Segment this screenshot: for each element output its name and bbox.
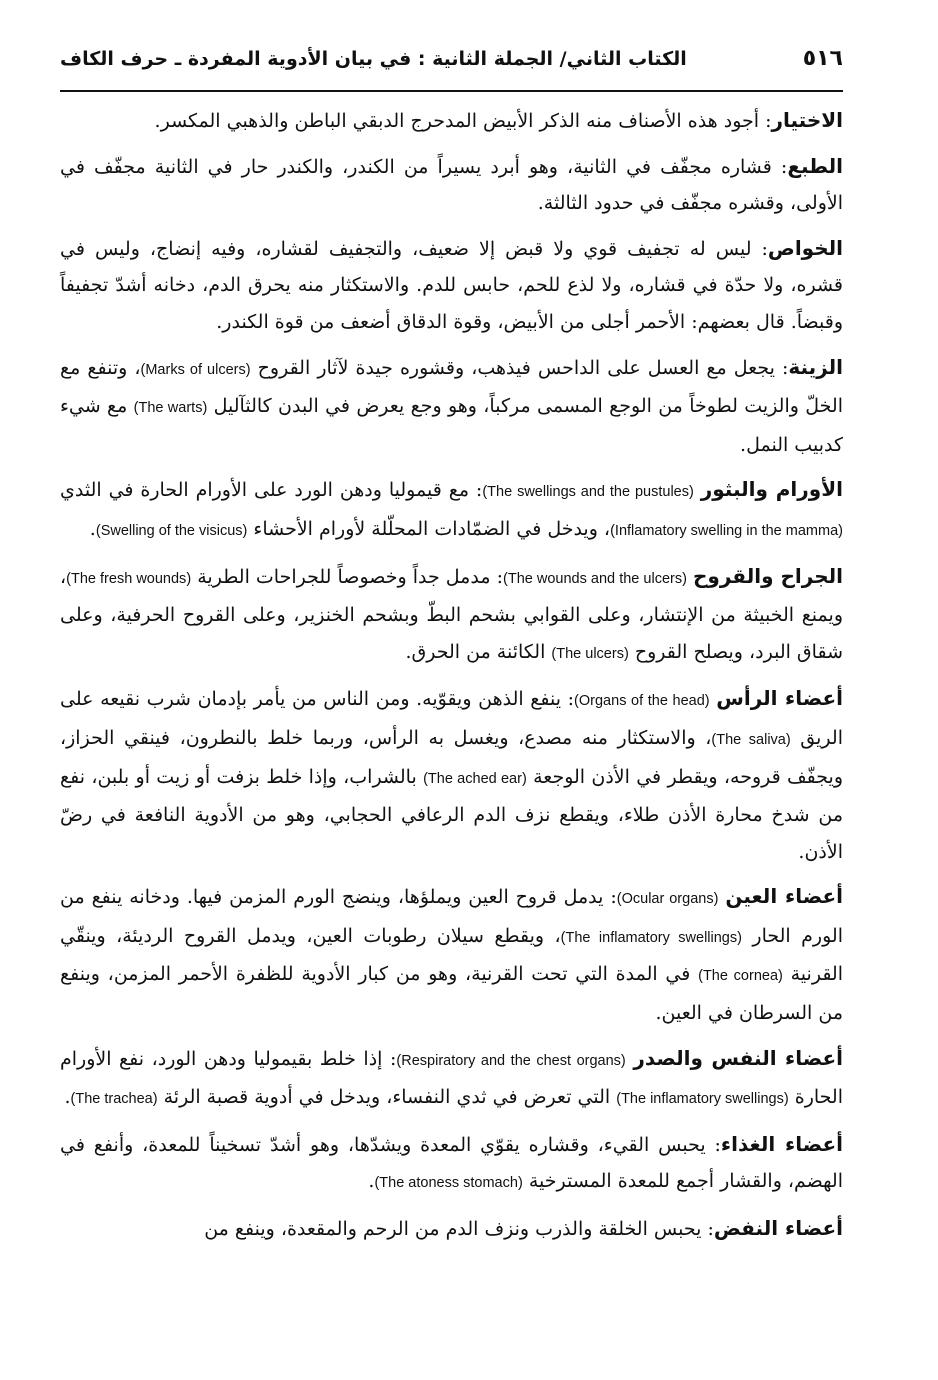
paragraph-text: : يحبس الخلقة والذرب ونزف الدم من الرحم والمقعدة، وينفع من [204,1218,714,1241]
paragraph-text: ، وتنفع مع الخلّ والزيت لطوخاً من الوجع المسمى مركباً، وهو وجع يعرض في البدن كالثآليل [60,356,843,418]
section-term: الزينة [788,354,843,379]
english-gloss: (The ached ear) [423,770,527,787]
english-gloss: (The saliva) [711,731,791,748]
paragraph-text: : مع قيموليا ودهن الورد على الأورام الحارة في الثدي [60,479,483,502]
english-gloss: (Organs of the head) [574,693,710,710]
section-term: الخواص [767,235,843,260]
paragraph [60,1210,843,1248]
english-gloss: (The swellings and the pustules) [482,484,694,501]
english-gloss: (The wounds and the ulcers) [503,570,687,587]
page-body [60,102,843,1256]
section-term: أعضاء العين [725,884,843,909]
paragraph-text: : يدمل قروح العين ويملؤها، وينضج الورم المزمن فيها. ودخانه ينفع من الورم الحار [60,886,843,947]
paragraph-text: الكائنة من الحرق. [405,640,552,663]
section-term: أعضاء الرأس [716,686,843,711]
section-term: أعضاء النفس والصدر [633,1045,843,1070]
english-gloss: (The ulcers) [551,645,629,662]
paragraph-text: بالشراب، وإذا خلط بزفت أو زيت أو بلبن، نفع من شدخ محارة الأذن طلاء، ويقطع نزف الدم الرعافي الحجابي، وهو من الأدوية النافعة في رضّ الأذن. [60,765,843,863]
english-gloss: (The inflamatory swellings) [560,929,742,946]
paragraph [60,102,843,140]
paragraph-text: . [64,1086,71,1109]
paragraph-text: . [368,1170,375,1193]
paragraph [60,349,843,464]
section-term: أعضاء النفض [713,1216,843,1241]
section-term: أعضاء الغذاء [720,1131,843,1156]
english-gloss: (The fresh wounds) [66,570,192,587]
running-title: الكتاب الثاني/ الجملة الثانية : في بيان الأدوية المفردة ـ حرف الكاف [60,48,687,70]
english-gloss: (Ocular organs) [616,891,719,908]
paragraph-text: : يجعل مع العسل على الداحس فيذهب، وقشوره جيدة لآثار القروح [250,356,789,379]
paragraph-text: : ينفع الذهن ويقوّيه. ومن الناس من يأمر بإدمان شرب نقيعه على الريق [60,688,843,749]
paragraph [60,471,843,549]
english-gloss: (Inflamatory swelling in the mamma) [610,522,843,539]
paragraph-text: ، والاستكثار منه مصدع، ويغسل به الرأس، وربما خلط بالنطرون، فينقي الحزاز، ويجفّف قروحه، ويقطر في الأذن الوجعة [60,726,844,788]
paragraph [60,680,843,870]
paragraph-text: . [89,517,96,540]
paragraph [60,148,843,222]
paragraph-text: ، ويقطع سيلان رطوبات العين، ويدمل القروح الرديئة، وينقّي القرنية [60,924,843,986]
paragraph-text: ، ويدخل في الضمّادات المحلّلة لأورام الأحشاء [247,517,611,540]
paragraph [60,558,843,673]
paragraph [60,1126,843,1202]
paragraph-text: التي تعرض في ثدي النفساء، ويدخل في أدوية قصبة الرئة [157,1086,617,1109]
paragraph-text: : مدمل جداً وخصوصاً للجراحات الطرية [191,565,503,588]
paragraph-text: ، ويمنع الخبيثة من الإنتشار، وعلى القوابي بشحم البطّ وبشحم الخنزير، وعلى القروح الحرفية، وعلى شقاق البرد، ويصلح القروح [60,565,843,663]
paragraph-text: مع شيء كدبيب النمل. [60,395,843,456]
section-term: الاختيار [771,108,843,132]
paragraph [60,878,843,1031]
paragraph-text: : إذا خلط بقيموليا ودهن الورد، نفع الأورام الحارة [60,1047,843,1109]
paragraph-text: : أجود هذه الأصناف منه الذكر الأبيض المدحرج الدبقي الباطن والذهبي المكسر. [154,110,772,132]
paragraph [60,1040,843,1118]
english-gloss: (The inflamatory swellings) [616,1091,789,1108]
paragraph [60,230,843,341]
section-term: الجراح والقروح [693,563,843,588]
page-number: ٥١٦ [802,46,843,71]
section-term: الأورام والبثور [700,477,843,502]
english-gloss: (The atoness stomach) [374,1175,523,1192]
paragraph-text: في المدة التي تحت القرنية، وهو من كبار الأدوية للظفرة الأحمر المزمن، وينفع من السرطان في العين. [60,963,843,1025]
english-gloss: (The cornea) [698,968,783,985]
english-gloss: (Swelling of the visicus) [95,522,248,539]
paragraph-text: : ليس له تجفيف قوي ولا قبض إلا ضعيف، والتجفيف لقشاره، وفيه إنضاج، وليس في قشره، ولا حدّة في قشاره، ولا لذع للحم، حابس للدم. والاستكثار منه يحرق الدم، دخانه أشدّ تجفيفاً وقبضاً. قال بعضهم: الأحمر أجلى من الأبيض، وقوة الدقاق أضعف من قوة الكندر. [60,237,843,333]
english-gloss: (Marks of ulcers) [140,361,251,378]
english-gloss: (Respiratory and the chest organs) [396,1052,626,1069]
page-header [60,38,843,92]
english-gloss: (The warts) [133,400,208,417]
english-gloss: (The trachea) [70,1091,158,1108]
paragraph-text: : يحبس القيء، وقشاره يقوّي المعدة ويشدّها، وهو أشدّ تسخيناً للمعدة، وأنفع في الهضم، والقشار أجمع للمعدة المسترخية [60,1133,843,1193]
section-term: الطبع [787,153,843,178]
paragraph-text: : قشاره مجفّف في الثانية، وهو أبرد يسيراً من الكندر، والكندر حار في الثانية مجفّف في الأولى، وقشره مجفّف في حدود الثالثة. [60,155,843,215]
paragraph-text [694,479,701,501]
